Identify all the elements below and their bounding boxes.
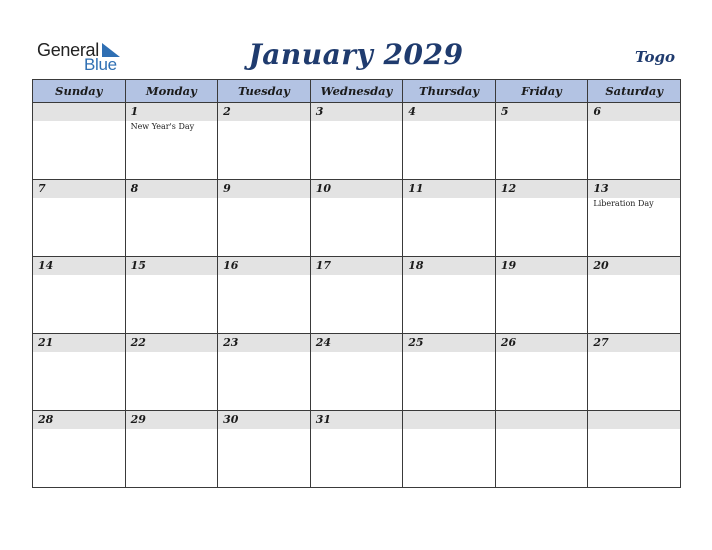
day-number: 12 xyxy=(496,180,588,198)
day-cell xyxy=(33,103,126,180)
day-cell xyxy=(218,103,311,180)
day-number: 19 xyxy=(496,257,588,275)
day-cell xyxy=(310,334,403,411)
day-cell xyxy=(33,411,126,488)
day-cell xyxy=(33,257,126,334)
week-row xyxy=(33,180,681,257)
holiday-label xyxy=(126,198,218,199)
logo-text-blue: Blue xyxy=(84,55,117,74)
day-number: 26 xyxy=(496,334,588,352)
weekday-header-row xyxy=(33,80,681,103)
day-cell xyxy=(310,103,403,180)
day-cell xyxy=(125,334,218,411)
day-cell xyxy=(588,334,681,411)
holiday-label xyxy=(311,121,403,122)
holiday-label xyxy=(403,275,495,276)
logo-text-general: General xyxy=(37,40,99,60)
day-cell xyxy=(403,334,496,411)
day-cell xyxy=(495,103,588,180)
day-cell xyxy=(588,103,681,180)
holiday-label xyxy=(311,429,403,430)
day-number: 24 xyxy=(311,334,403,352)
day-cell xyxy=(310,257,403,334)
holiday-label xyxy=(311,198,403,199)
day-number: 11 xyxy=(403,180,495,198)
day-number: 25 xyxy=(403,334,495,352)
day-number: 23 xyxy=(218,334,310,352)
day-number: 15 xyxy=(126,257,218,275)
day-number xyxy=(496,411,588,429)
day-cell xyxy=(588,257,681,334)
day-cell xyxy=(218,334,311,411)
day-cell xyxy=(218,180,311,257)
day-cell xyxy=(495,411,588,488)
holiday-label xyxy=(403,352,495,353)
holiday-label xyxy=(218,198,310,199)
day-number: 3 xyxy=(311,103,403,121)
day-number xyxy=(33,103,125,121)
day-number: 14 xyxy=(33,257,125,275)
day-number: 1 xyxy=(126,103,218,121)
weekday-monday: Monday xyxy=(125,80,218,103)
day-number: 16 xyxy=(218,257,310,275)
day-number: 29 xyxy=(126,411,218,429)
holiday-label xyxy=(33,275,125,276)
day-cell xyxy=(33,180,126,257)
holiday-label xyxy=(588,275,680,276)
day-cell xyxy=(218,257,311,334)
day-cell xyxy=(125,180,218,257)
day-number xyxy=(403,411,495,429)
weekday-sunday: Sunday xyxy=(33,80,126,103)
holiday-label xyxy=(33,352,125,353)
day-cell xyxy=(403,411,496,488)
day-number: 22 xyxy=(126,334,218,352)
holiday-label xyxy=(126,275,218,276)
day-number: 17 xyxy=(311,257,403,275)
day-cell xyxy=(403,103,496,180)
week-row xyxy=(33,257,681,334)
day-cell xyxy=(125,411,218,488)
holiday-label xyxy=(403,429,495,430)
day-number: 5 xyxy=(496,103,588,121)
week-row xyxy=(33,334,681,411)
country-name: Togo xyxy=(635,48,675,66)
day-cell xyxy=(588,180,681,257)
day-cell xyxy=(495,180,588,257)
day-number: 6 xyxy=(588,103,680,121)
day-number: 7 xyxy=(33,180,125,198)
holiday-label xyxy=(218,275,310,276)
holiday-label xyxy=(311,275,403,276)
holiday-label xyxy=(33,198,125,199)
calendar-grid xyxy=(32,79,681,488)
day-cell xyxy=(310,180,403,257)
weekday-saturday: Saturday xyxy=(588,80,681,103)
holiday-label xyxy=(218,121,310,122)
day-number: 31 xyxy=(311,411,403,429)
day-cell xyxy=(403,180,496,257)
holiday-label xyxy=(218,429,310,430)
holiday-label xyxy=(33,121,125,122)
day-cell xyxy=(495,334,588,411)
day-number: 2 xyxy=(218,103,310,121)
day-number: 10 xyxy=(311,180,403,198)
day-number: 27 xyxy=(588,334,680,352)
day-cell xyxy=(310,411,403,488)
day-cell xyxy=(588,411,681,488)
day-number: 4 xyxy=(403,103,495,121)
day-number: 28 xyxy=(33,411,125,429)
day-cell xyxy=(218,411,311,488)
day-number: 21 xyxy=(33,334,125,352)
day-number: 18 xyxy=(403,257,495,275)
holiday-label xyxy=(403,121,495,122)
day-number: 8 xyxy=(126,180,218,198)
holiday-label xyxy=(126,352,218,353)
day-number: 13 xyxy=(588,180,680,198)
week-row xyxy=(33,103,681,180)
day-cell xyxy=(125,103,218,180)
weekday-wednesday: Wednesday xyxy=(310,80,403,103)
holiday-label xyxy=(496,352,588,353)
day-number: 20 xyxy=(588,257,680,275)
day-cell xyxy=(495,257,588,334)
holiday-label xyxy=(403,198,495,199)
holiday-label xyxy=(588,429,680,430)
holiday-label xyxy=(496,121,588,122)
day-number xyxy=(588,411,680,429)
day-number: 9 xyxy=(218,180,310,198)
day-number: 30 xyxy=(218,411,310,429)
holiday-label xyxy=(126,429,218,430)
day-cell xyxy=(125,257,218,334)
holiday-label xyxy=(218,352,310,353)
holiday-label xyxy=(496,198,588,199)
holiday-label: Liberation Day xyxy=(593,199,654,208)
day-cell xyxy=(403,257,496,334)
holiday-label xyxy=(33,429,125,430)
holiday-label xyxy=(496,275,588,276)
day-cell xyxy=(33,334,126,411)
holiday-label xyxy=(588,121,680,122)
holiday-label xyxy=(311,352,403,353)
holiday-label xyxy=(588,352,680,353)
holiday-label xyxy=(496,429,588,430)
weekday-friday: Friday xyxy=(495,80,588,103)
holiday-label: New Year's Day xyxy=(130,122,195,131)
weekday-thursday: Thursday xyxy=(403,80,496,103)
calendar-title: January 2029 xyxy=(248,38,464,71)
weekday-tuesday: Tuesday xyxy=(218,80,311,103)
week-row xyxy=(33,411,681,488)
